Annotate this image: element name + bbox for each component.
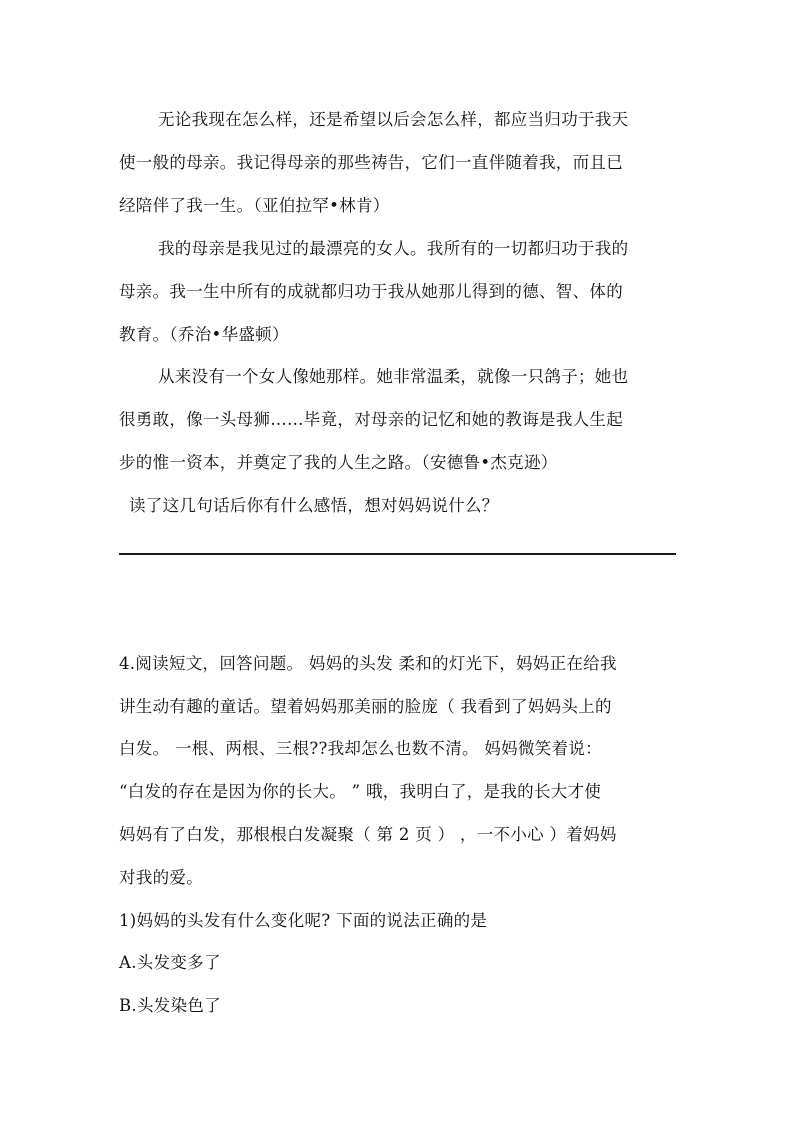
option-a: A.头发变多了: [119, 953, 221, 972]
section4-line-1: 4.阅读短文，回答问题。 妈妈的头发 柔和的灯光下，妈妈正在给我: [119, 654, 617, 673]
option-b: B.头发染色了: [119, 996, 221, 1015]
answer-rule-line: [119, 553, 676, 555]
quote-2-line-3: 教育。（乔治•华盛顿）: [119, 325, 289, 344]
section4-line-6: 对我的爱。: [119, 868, 203, 887]
quote-2-line-2: 母亲。我一生中所有的成就都归功于我从她那儿得到的德、智、体的: [119, 282, 623, 301]
section4-line-3: 白发。 一根、两根、三根??我却怎么也数不清。 妈妈微笑着说：: [119, 739, 602, 758]
quote-1-line-3: 经陪伴了我一生。（亚伯拉罕•林肯）: [119, 196, 390, 215]
section4-line-5: 妈妈有了白发，那根根白发凝聚（ 第 2 页 ） ，一不小心 ）着妈妈: [119, 825, 617, 844]
section4-line-2: 讲生动有趣的童话。望着妈妈那美丽的脸庞（ 我看到了妈妈头上的: [119, 697, 612, 716]
quote-3-line-3: 步的惟一资本，并奠定了我的人生之路。（安德鲁•杰克逊）: [119, 453, 558, 472]
quote-2-line-1: 我的母亲是我见过的最漂亮的女人。我所有的一切都归功于我的: [158, 239, 629, 258]
quote-1-line-2: 使一般的母亲。我记得母亲的那些祷告，它们一直伴随着我，而且已: [119, 153, 623, 172]
quote-3-line-2: 很勇敢，像一头母狮……毕竟，对母亲的记忆和她的教诲是我人生起: [119, 410, 623, 429]
quote-3-line-1: 从来没有一个女人像她那样。她非常温柔，就像一只鸽子；她也: [158, 367, 629, 386]
section4-line-4: “白发的存在是因为你的长大。 ” 哦，我明白了，是我的长大才使: [119, 782, 602, 801]
quote-1-line-1: 无论我现在怎么样，还是希望以后会怎么样，都应当归功于我天: [158, 110, 629, 129]
question-1: 1)妈妈的头发有什么变化呢? 下面的说法正确的是: [119, 911, 488, 930]
question-prompt: 读了这几句话后你有什么感悟，想对妈妈说什么？: [129, 496, 499, 515]
